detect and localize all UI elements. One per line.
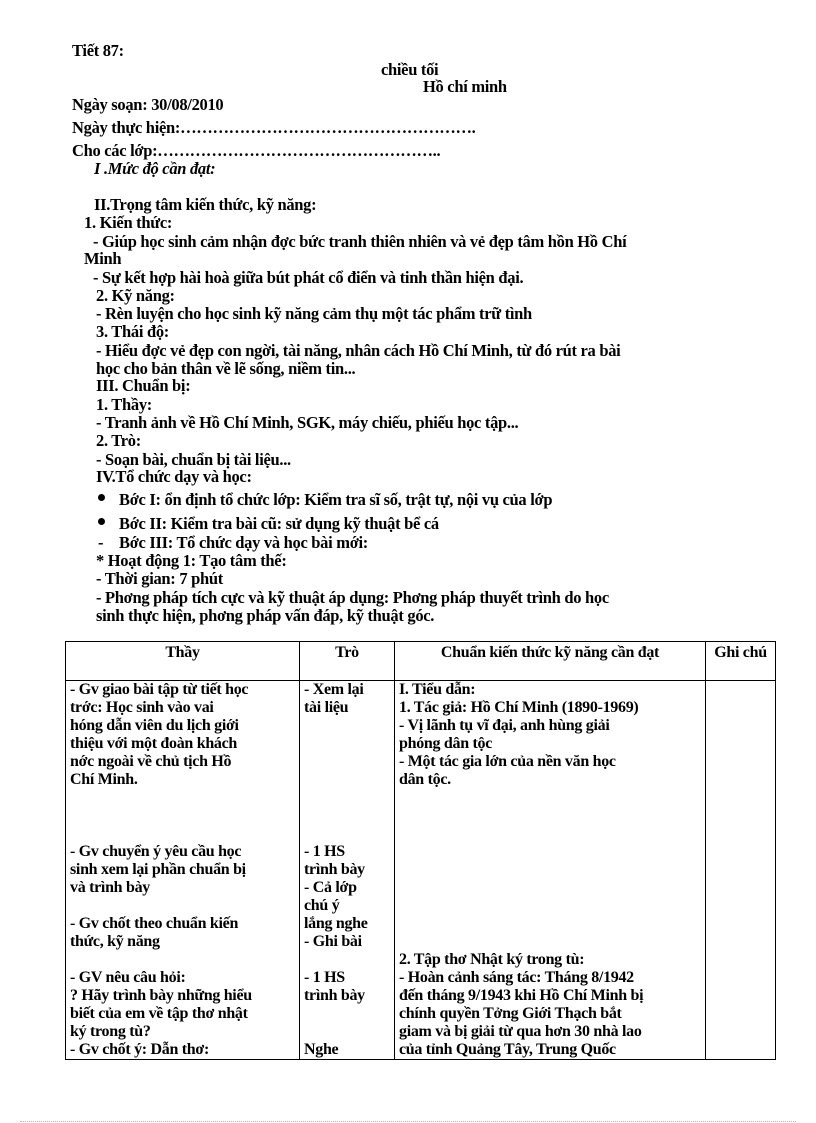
attitude-item-1: - Hiểu đợc vẻ đẹp con ngời, tài năng, nhân cách Hồ Chí Minh, từ đó rút ra bài: [96, 341, 621, 360]
page-bottom-rule: [20, 1121, 796, 1122]
teacher-line: - Gv giao bài tập từ tiết học: [70, 681, 249, 698]
teacher-line: ký trong tù?: [70, 1023, 151, 1040]
poem-title: chiều tối: [381, 60, 439, 79]
teacher-line: và trình bày: [70, 879, 150, 896]
standard-line: 2. Tập thơ Nhật ký trong tù:: [399, 951, 585, 968]
step-2: Bớc II: Kiểm tra bài cũ: sử dụng kỹ thuật bể cá: [119, 514, 439, 533]
activity-methods: - Phơng pháp tích cực và kỹ thuật áp dụng: Phơng pháp thuyết trình do học: [96, 588, 609, 607]
student-line: - Ghi bài: [304, 933, 362, 950]
section-organization: IV.Tổ chức dạy và học:: [96, 467, 252, 486]
table-row: [66, 681, 776, 1060]
knowledge-item-1-cont: Minh: [84, 249, 122, 268]
attitude-heading: 3. Thái độ:: [96, 322, 169, 341]
teacher-line: sinh xem lại phần chuẩn bị: [70, 861, 246, 878]
teacher-line: Chí Minh.: [70, 771, 138, 788]
knowledge-item-2: - Sự kết hợp hài hoà giữa bút phát cổ điển và tinh thần hiện đại.: [93, 268, 524, 287]
skills-heading: 2. Kỹ năng:: [96, 286, 175, 305]
teacher-line: thiệu với một đoàn khách: [70, 735, 238, 752]
teacher-item-1: - Tranh ảnh về Hồ Chí Minh, SGK, máy chiếu, phiếu học tập...: [96, 413, 519, 432]
student-line: - 1 HS: [304, 969, 345, 986]
section-preparation: III. Chuẩn bị:: [96, 376, 191, 395]
exec-date: Ngày thực hiện:……………………………………………….: [72, 118, 476, 137]
standard-line: - Hoàn cảnh sáng tác: Tháng 8/1942: [399, 969, 634, 986]
student-line: lắng nghe: [304, 915, 368, 932]
standard-cell: [395, 681, 706, 1060]
student-line: - Xem lại: [304, 681, 364, 698]
teacher-line: nớc ngoài về chủ tịch Hồ: [70, 753, 232, 770]
standard-line: - Vị lãnh tụ vĩ đại, anh hùng giải: [399, 717, 610, 734]
teacher-line: - GV nêu câu hỏi:: [70, 969, 186, 986]
activity-1-heading: * Hoạt động 1: Tạo tâm thế:: [96, 551, 287, 570]
standard-line: giam và bị giải từ qua hơn 30 nhà lao: [399, 1023, 642, 1040]
section-focus: II.Trọng tâm kiến thức, kỹ năng:: [94, 195, 317, 214]
knowledge-heading: 1. Kiến thức:: [84, 213, 173, 232]
teacher-line: - Gv chốt ý: Dẫn thơ:: [70, 1041, 209, 1058]
student-line: - Cả lớp: [304, 879, 357, 896]
col-header-student: Trò: [300, 642, 395, 681]
teacher-line: biết của em về tập thơ nhật: [70, 1005, 248, 1022]
student-heading: 2. Trò:: [96, 431, 141, 450]
section-objectives: I .Mức độ cần đạt:: [94, 159, 216, 178]
attitude-item-1-cont: học cho bản thân về lẽ sống, niềm tin...: [96, 359, 356, 378]
step-3: Bớc III: Tổ chức dạy và học bài mới:: [119, 533, 369, 552]
standard-line: I. Tiểu dẫn:: [399, 681, 476, 698]
teacher-line: thức, kỹ năng: [70, 933, 160, 950]
col-header-notes: Ghi chú: [706, 642, 776, 681]
col-header-teacher: Thầy: [66, 642, 300, 681]
teacher-line: hóng dẫn viên du lịch giới: [70, 717, 239, 734]
teacher-cell: [66, 681, 300, 1060]
teacher-heading: 1. Thầy:: [96, 395, 152, 414]
dash-marker: -: [98, 533, 104, 552]
activity-time: - Thời gian: 7 phút: [96, 569, 223, 588]
student-item-1: - Soạn bài, chuẩn bị tài liệu...: [96, 450, 291, 469]
standard-line: - Một tác gia lớn của nền văn học: [399, 753, 616, 770]
bullet-icon: [98, 518, 105, 525]
teacher-line: - Gv chốt theo chuẩn kiến: [70, 915, 239, 932]
skills-item-1: - Rèn luyện cho học sinh kỹ năng cảm thụ một tác phẩm trữ tình: [96, 304, 532, 323]
step-1: Bớc I: ổn định tổ chức lớp: Kiểm tra sĩ số, trật tự, nội vụ của lớp: [119, 490, 553, 509]
knowledge-item-1: - Giúp học sinh cảm nhận đợc bức tranh thiên nhiên và vẻ đẹp tâm hồn Hồ Chí: [93, 232, 627, 251]
student-line: chú ý: [304, 897, 340, 914]
standard-line: đến tháng 9/1943 khi Hồ Chí Minh bị: [399, 987, 644, 1004]
standard-line: của tỉnh Quảng Tây, Trung Quốc: [399, 1041, 616, 1058]
standard-line: phóng dân tộc: [399, 735, 493, 752]
student-cell: [300, 681, 395, 1060]
teacher-line: ? Hãy trình bày những hiểu: [70, 987, 252, 1004]
lesson-plan-table: [65, 641, 776, 1060]
student-line: - 1 HS: [304, 843, 345, 860]
table-header-row: [66, 642, 776, 681]
standard-line: chính quyền Tởng Giới Thạch bắt: [399, 1005, 622, 1022]
notes-cell: [706, 681, 776, 1060]
activity-methods-cont: sinh thực hiện, phơng pháp vấn đáp, kỹ thuật góc.: [96, 606, 435, 625]
bullet-icon: [98, 494, 105, 501]
student-line: trình bày: [304, 861, 365, 878]
student-line: trình bày: [304, 987, 365, 1004]
col-header-standard: Chuẩn kiến thức kỹ năng cần đạt: [395, 642, 706, 681]
classes: Cho các lớp:……………………………………………..: [72, 141, 441, 160]
standard-line: 1. Tác giả: Hồ Chí Minh (1890-1969): [399, 699, 639, 716]
teacher-line: - Gv chuyển ý yêu cầu học: [70, 843, 242, 860]
student-line: Nghe: [304, 1041, 339, 1058]
poem-author: Hồ chí minh: [423, 77, 507, 96]
lesson-number: Tiết 87:: [72, 41, 124, 60]
teacher-line: trớc: Học sinh vào vai: [70, 699, 214, 716]
student-line: tài liệu: [304, 699, 349, 716]
standard-line: dân tộc.: [399, 771, 451, 788]
prep-date: Ngày soạn: 30/08/2010: [72, 95, 224, 114]
